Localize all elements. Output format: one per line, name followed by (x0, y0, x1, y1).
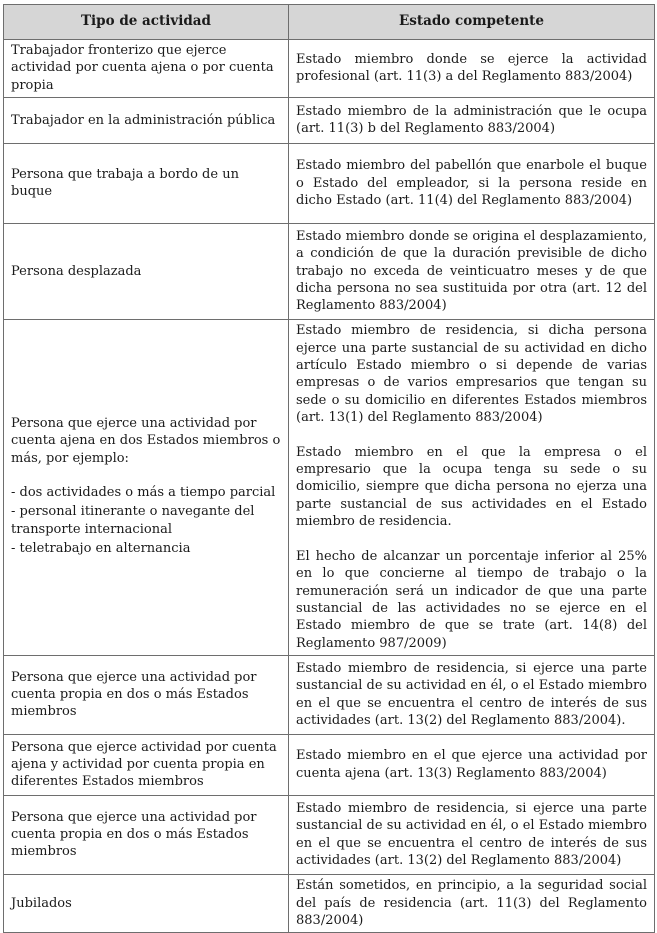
state-cell (289, 144, 655, 224)
state-paragraph: Estado miembro donde se ejerce la actividad profesional (art. 11(3) a del Reglamento 883/2004) (296, 51, 647, 85)
activity-cell: Persona que ejerce actividad por cuenta ajena y actividad por cuenta propia en diferentes Estados miembros (4, 735, 289, 796)
state-paragraph: Estado miembro de la administración que le ocupa (art. 11(3) b del Reglamento 883/2004) (296, 103, 647, 137)
state-cell (289, 875, 655, 933)
activity-cell: Trabajador fronterizo que ejerce actividad por cuenta ajena o por cuenta propia (4, 40, 289, 98)
table-row (4, 320, 655, 656)
activity-cell: Persona que ejerce una actividad por cuenta propia en dos o más Estados miembros (4, 796, 289, 875)
table-body (4, 40, 655, 933)
state-cell (289, 98, 655, 144)
activity-cell: Jubilados (4, 875, 289, 933)
header-competent-state: Estado competente (289, 5, 655, 40)
activity-cell: Trabajador en la administración pública (4, 98, 289, 144)
state-paragraph: Estado miembro en el que la empresa o el empresario que la ocupa tenga su sede o su domicilio, siempre que dicha persona no ejerza una parte sustancial de sus actividades en el Estado miembro de residencia. (296, 444, 647, 530)
table-header (4, 5, 655, 40)
table-row (4, 875, 655, 933)
state-paragraph: Estado miembro donde se origina el desplazamiento, a condición de que la duración previsible de dicho trabajo no exceda de veinticuatro meses y de que dicha persona no sea sustituida por otra (art. 12 del Reglamento 883/2004) (296, 228, 647, 314)
activity-lead: Persona que ejerce una actividad por cuenta ajena en dos Estados miembros o más, por ejemplo: (11, 415, 281, 466)
activity-cell: Persona que trabaja a bordo de un buque (4, 144, 289, 224)
table-row (4, 144, 655, 224)
header-row (4, 5, 655, 40)
list-item: - dos actividades o más a tiempo parcial (11, 484, 276, 500)
table-row (4, 40, 655, 98)
activity-cell (4, 320, 289, 656)
table-row (4, 656, 655, 735)
state-paragraph: Estado miembro del pabellón que enarbole el buque o Estado del empleador, si la persona reside en dicho Estado (art. 11(4) del Reglamento 883/2004) (296, 158, 647, 208)
state-paragraph: Están sometidos, en principio, a la seguridad social del país de residencia (art. 11(3) del Reglamento 883/2004) (296, 878, 647, 928)
state-paragraph: El hecho de alcanzar un porcentaje inferior al 25% en lo que concierne al tiempo de trabajo o la remuneración será un indicador de que una parte sustancial de las actividades no se ejerce en el Estado miembro de que se trate (art. 14(8) del Reglamento 987/2009) (296, 548, 647, 651)
state-paragraph: Estado miembro de residencia, si ejerce una parte sustancial de su actividad en él, o el Estado miembro en el que se encuentra el centro de interés de sus actividades (art. 13(2) del Reglamento 883/2004) (296, 800, 647, 869)
state-cell (289, 224, 655, 320)
list-item: - teletrabajo en alternancia (11, 541, 191, 557)
table-row (4, 98, 655, 144)
state-cell (289, 735, 655, 796)
state-paragraph: Estado miembro de residencia, si dicha persona ejerce una parte sustancial de su actividad en dicho artículo Estado miembro o si depende de varias empresas o de varios empresarios que tengan su sede o su domicilio en diferentes Estados miembros (art. 13(1) del Reglamento 883/2004) (296, 323, 647, 426)
state-paragraph: Estado miembro en el que ejerce una actividad por cuenta ajena (art. 13(3) Reglamento 883/2004) (296, 748, 647, 781)
activity-examples-list (11, 484, 281, 558)
table-row (4, 796, 655, 875)
state-cell (289, 40, 655, 98)
state-cell (289, 320, 655, 656)
activity-cell: Persona que ejerce una actividad por cuenta propia en dos o más Estados miembros (4, 656, 289, 735)
state-cell (289, 796, 655, 875)
header-activity-type: Tipo de actividad (4, 5, 289, 40)
competent-state-table (3, 4, 655, 933)
state-cell (289, 656, 655, 735)
activity-cell: Persona desplazada (4, 224, 289, 320)
list-item: - personal itinerante o navegante del transporte internacional (11, 504, 255, 537)
table-row (4, 735, 655, 796)
state-paragraph: Estado miembro de residencia, si ejerce una parte sustancial de su actividad en él, o el Estado miembro en el que se encuentra el centro de interés de sus actividades (art. 13(2) del Reglamento 883/2004). (296, 660, 647, 729)
table-row (4, 224, 655, 320)
